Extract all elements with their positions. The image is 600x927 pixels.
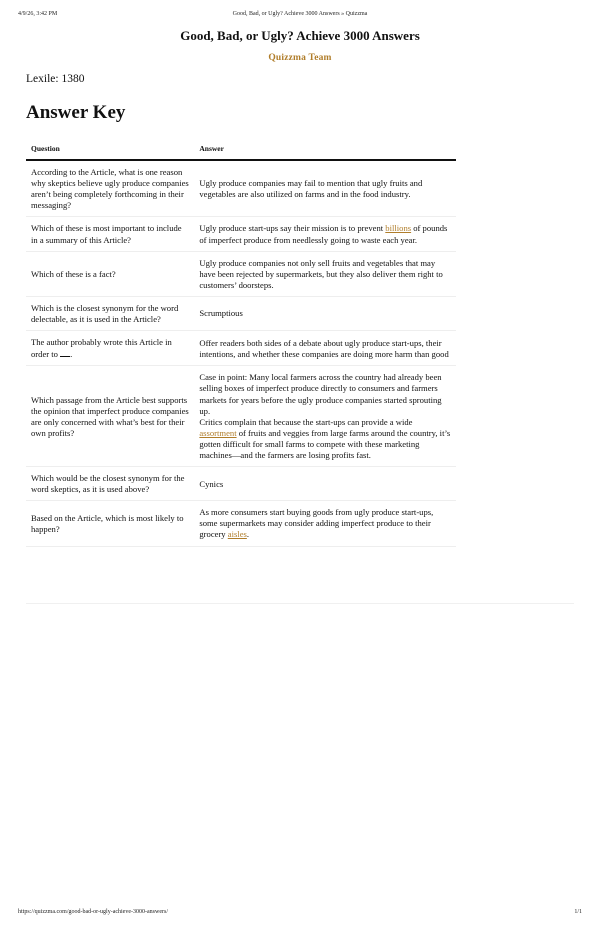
answer-cell: Ugly produce companies not only sell fruits and vegetables that may have been rejected by supermarkets, but they also deliver them right to customers’ doorsteps. [194,251,456,296]
question-column-header: Question [26,140,194,160]
table-row [26,366,456,467]
table-row [26,467,456,501]
lexile-level: Lexile: 1380 [26,73,85,85]
answer-text: of fruits and veggies from large farms around the country, it’s gotten difficult for small farms to compete with these marketing machines—and the farmers are losing profits fast. [199,427,451,460]
answer-cell: Ugly produce companies may fail to mention that ugly fruits and vegetables are also utilized on farms and in the food industry. [194,160,456,217]
question-text: The author probably wrote this Article in order to [31,337,172,360]
print-date: 4/9/26, 3:42 PM [18,11,58,17]
vocab-link-billions[interactable]: billions [385,223,412,234]
answer-text: . [246,529,250,540]
table-header-row [26,140,456,160]
print-url: https://quizzma.com/good-bad-or-ugly-achieve-3000-answers/ [18,909,168,915]
answer-cell [194,501,456,546]
answer-text: Ugly produce start-ups say their mission is to prevent [199,223,386,234]
vocab-link-assortment[interactable]: assortment [199,427,237,438]
answer-cell: Offer readers both sides of a debate about ugly produce start-ups, their intentions, and whether these companies are doing more harm than good [194,331,456,366]
page-number: 1/1 [574,909,582,915]
table-row [26,296,456,330]
table-row [26,251,456,296]
divider [26,603,574,604]
answer-text: of pounds of imperfect produce from needlessly going to waste each year. [199,223,448,245]
answer-cell: Scrumptious [194,296,456,330]
question-cell: Which of these is a fact? [26,251,194,296]
table-row [26,331,456,366]
fill-in-blank [60,348,73,360]
print-footer [0,909,600,919]
document-title: Good, Bad, or Ugly? Achieve 3000 Answers [180,28,420,43]
answer-key-heading: Answer Key [26,102,126,123]
question-cell: Based on the Article, which is most likely to happen? [26,501,194,546]
answer-column-header: Answer [194,140,456,160]
table-row [26,160,456,217]
print-page-title: Good, Bad, or Ugly? Achieve 3000 Answers » Quizzma [232,11,368,17]
question-text: . [70,349,73,360]
question-cell: Which of these is most important to include in a summary of this Article? [26,217,194,251]
question-cell: According to the Article, what is one reason why skeptics believe ugly produce companies aren’t being completely forthcoming in their messaging? [26,160,194,217]
answer-key-table [26,140,456,547]
answer-text: Critics complain that because the start-ups can provide a wide [199,416,413,427]
author-link[interactable]: Quizzma Team [268,53,332,63]
question-cell [26,331,194,366]
print-header [0,11,600,21]
question-cell: Which is the closest synonym for the word delectable, as it is used in the Article? [26,296,194,330]
vocab-link-aisles[interactable]: aisles [227,529,247,540]
table-row [26,217,456,251]
answer-text: As more consumers start buying goods from ugly produce start-ups, some supermarkets may consider adding imperfect produce to their grocery [199,507,434,540]
answer-cell: Cynics [194,467,456,501]
table-row [26,501,456,546]
answer-cell [194,366,456,467]
question-cell: Which would be the closest synonym for the word skeptics, as it is used above? [26,467,194,501]
answer-cell [194,217,456,251]
question-cell: Which passage from the Article best supports the opinion that imperfect produce companies are only concerned with what’s best for their own profits? [26,366,194,467]
answer-text: Case in point: Many local farmers across the country had already been selling boxes of imperfect produce directly to consumers and farmers markets for years before the ugly produce companies started sprouting up. [199,372,442,416]
